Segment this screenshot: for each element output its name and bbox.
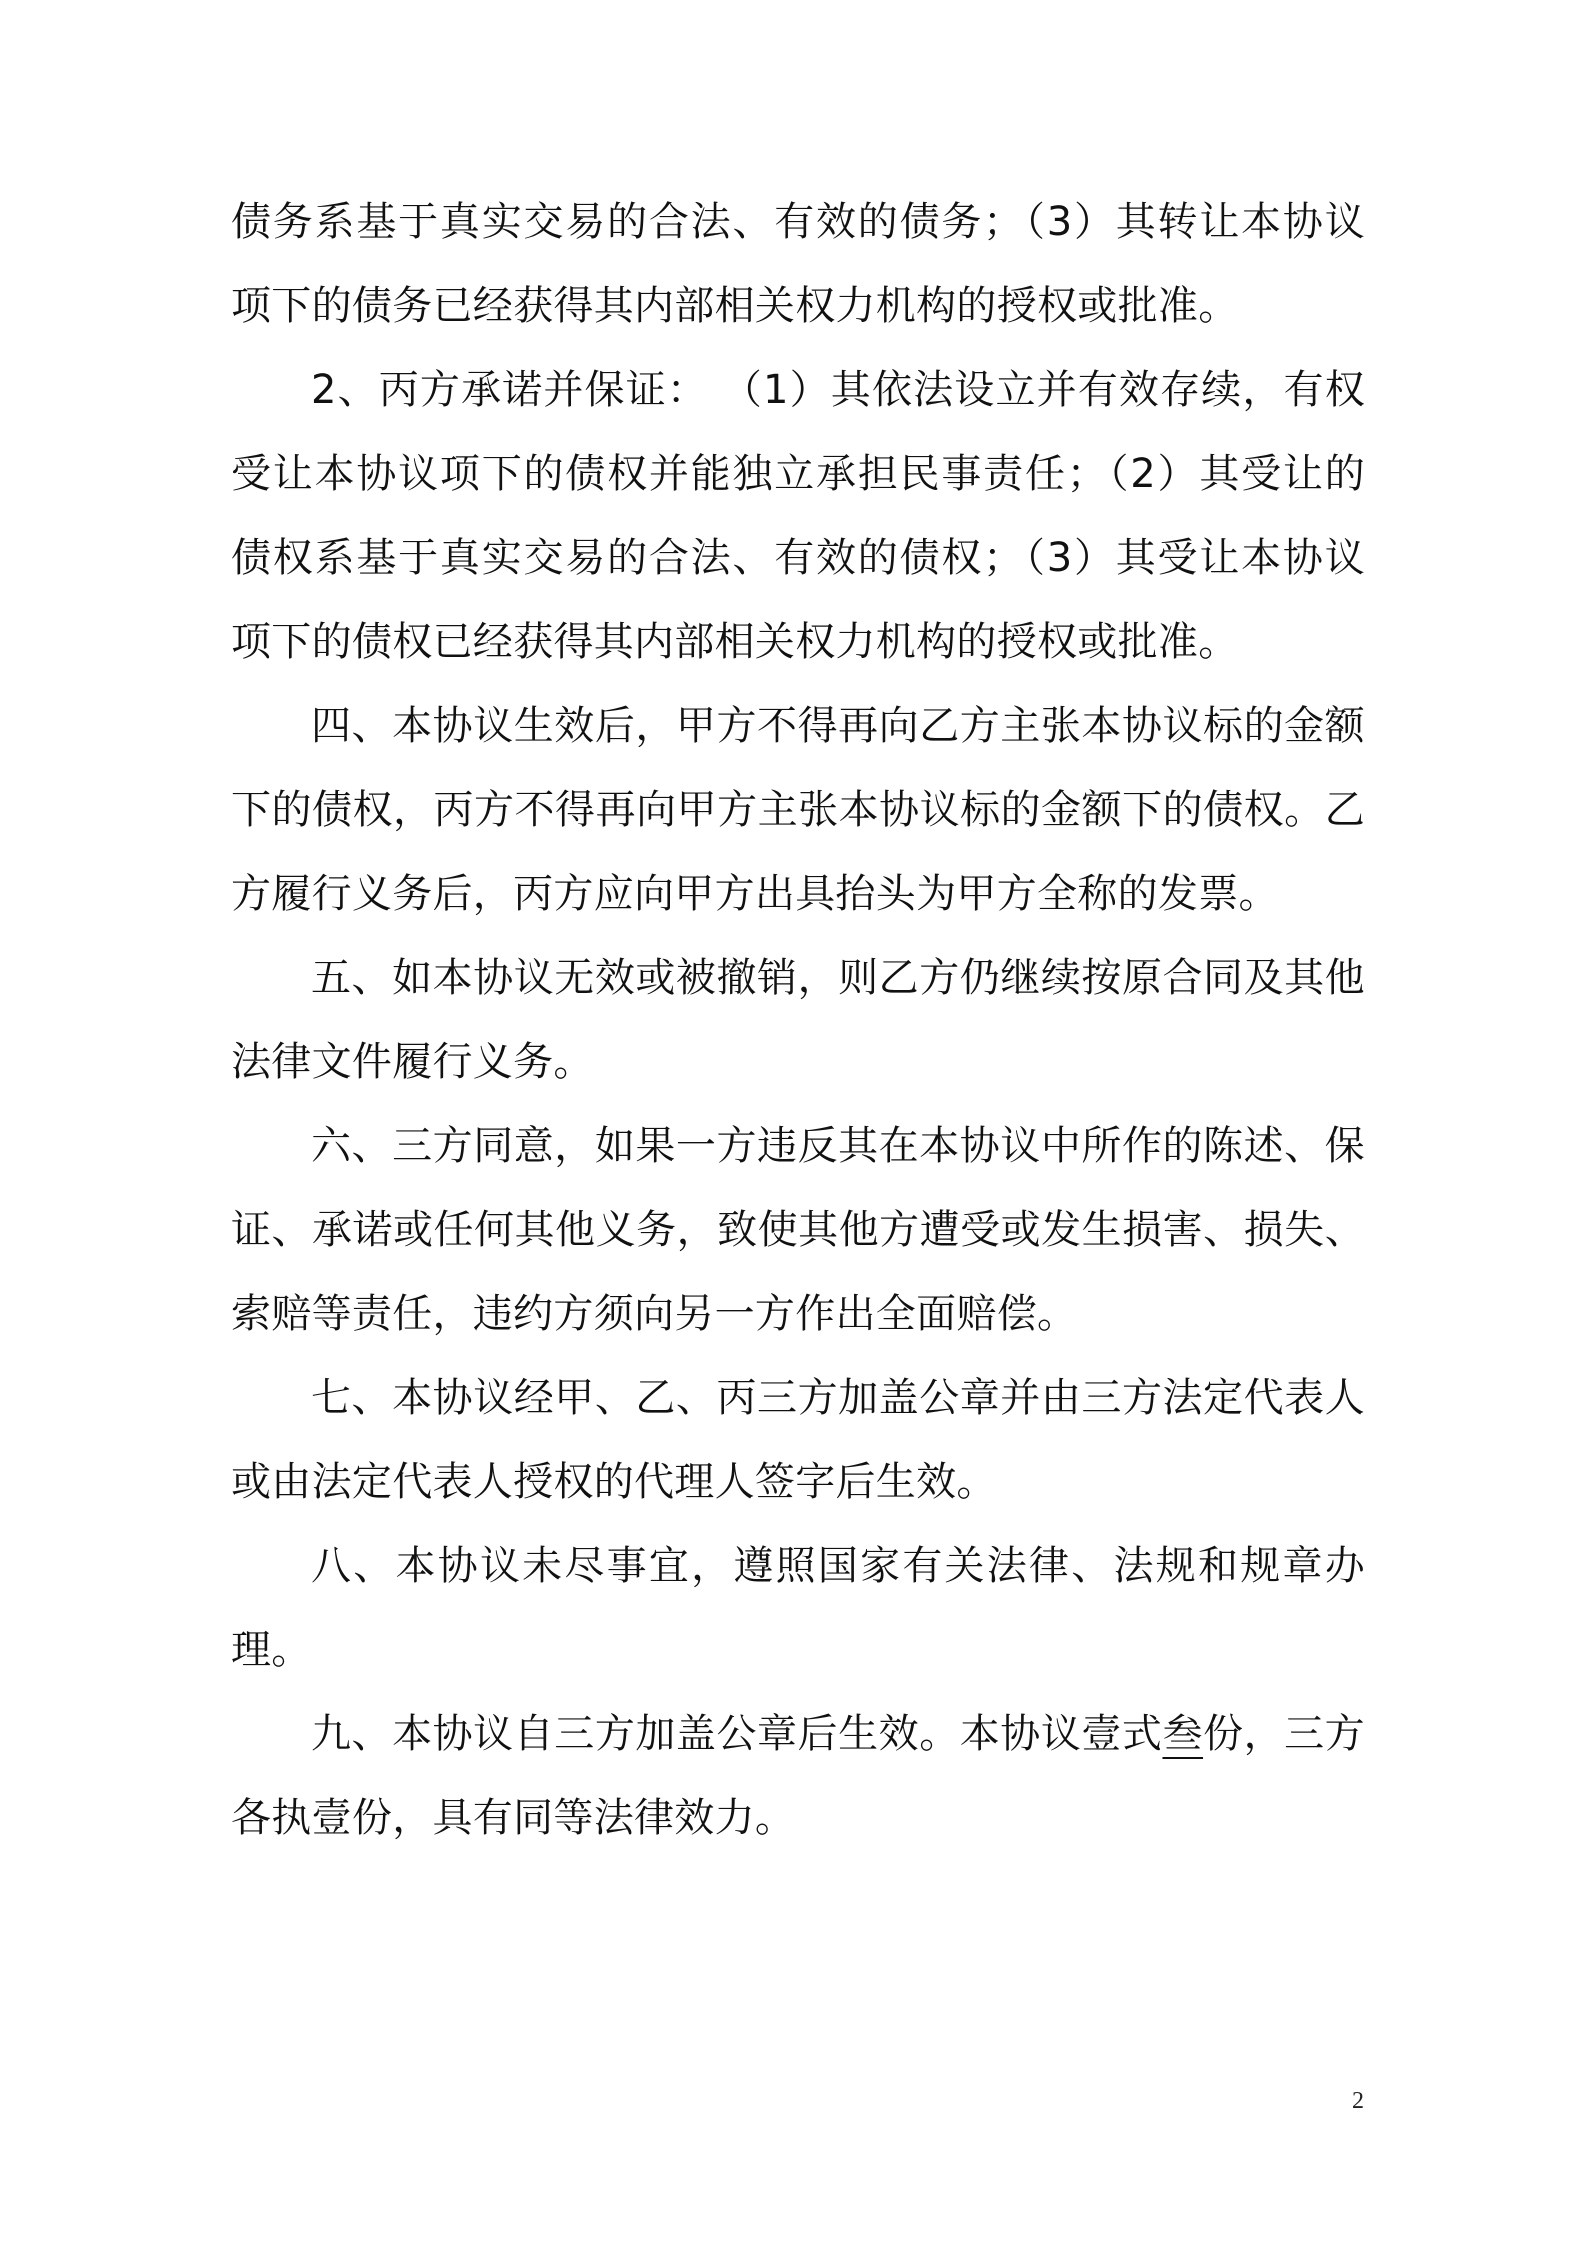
paragraph-clause-9 <box>231 1692 1365 1860</box>
paragraph-clause-8: 八、本协议未尽事宜，遵照国家有关法律、法规和规章办理。 <box>231 1543 1365 1673</box>
page-number: 2 <box>1352 2088 1364 2114</box>
paragraph-clause-4: 四、本协议生效后，甲方不得再向乙方主张本协议标的金额下的债权，丙方不得再向甲方主张本协议标的金额下的债权。乙方履行义务后，丙方应向甲方出具抬头为甲方全称的发票。 <box>231 703 1365 917</box>
copies-count-underlined: 叁 <box>1162 1711 1204 1757</box>
paragraph-clause-6: 六、三方同意，如果一方违反其在本协议中所作的陈述、保证、承诺或任何其他义务，致使其他方遭受或发生损害、损失、索赔等责任，违约方须向另一方作出全面赔偿。 <box>231 1123 1365 1337</box>
paragraph-debt-warranty-continued: 债务系基于真实交易的合法、有效的债务；（3）其转让本协议项下的债务已经获得其内部相关权力机构的授权或批准。 <box>231 199 1365 329</box>
paragraph-party-c-warranty: 2、丙方承诺并保证： （1）其依法设立并有效存续，有权受让本协议项下的债权并能独立承担民事责任；（2）其受让的债权系基于真实交易的合法、有效的债权；（3）其受让本协议项下的债权已经获得其内部相关权力机构的授权或批准。 <box>231 367 1365 665</box>
paragraph-clause-7: 七、本协议经甲、乙、丙三方加盖公章并由三方法定代表人或由法定代表人授权的代理人签字后生效。 <box>231 1375 1365 1505</box>
document-body <box>231 180 1365 1860</box>
clause-9-text-after: 份，三方各执壹份，具有同等法律效力。 <box>231 1711 1365 1841</box>
clause-9-text-before: 九、本协议自三方加盖公章后生效。本协议壹式 <box>311 1711 1163 1757</box>
paragraph-clause-5: 五、如本协议无效或被撤销，则乙方仍继续按原合同及其他法律文件履行义务。 <box>231 955 1365 1085</box>
